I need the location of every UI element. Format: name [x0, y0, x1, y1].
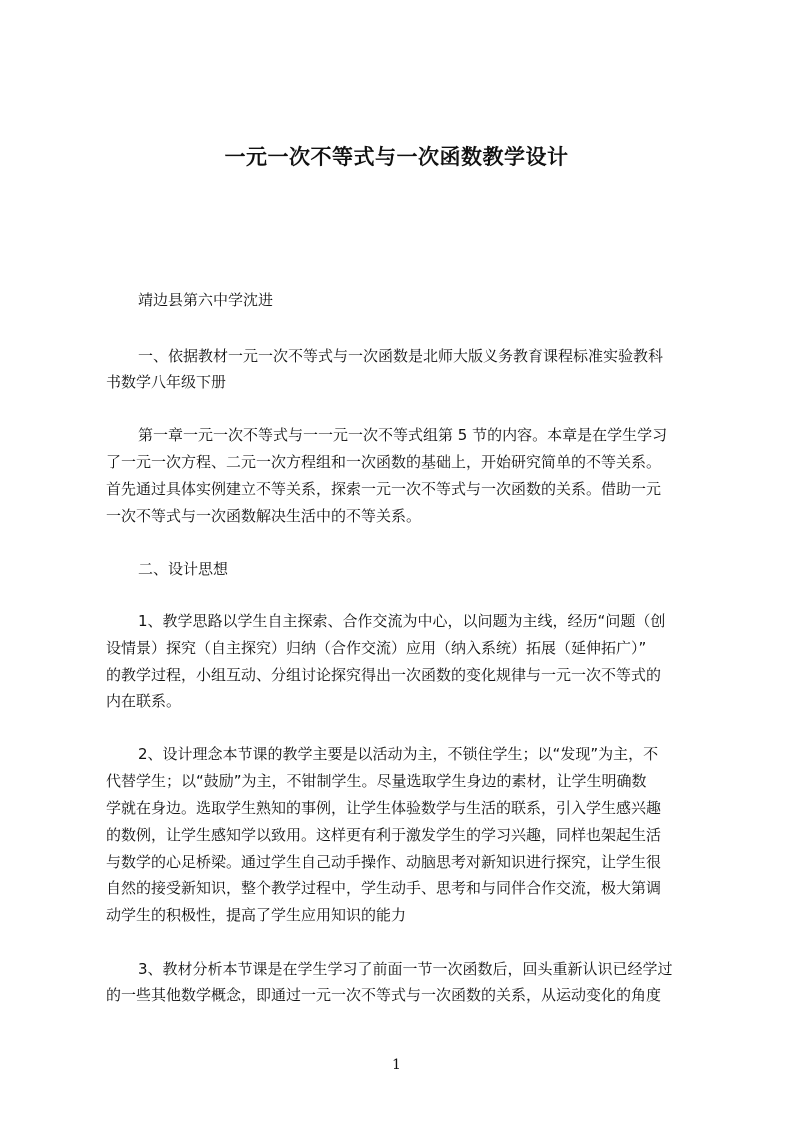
page-number: 1 — [392, 1057, 401, 1073]
paragraph-line: 的数例，让学生感知学以致用。这样更有利于激发学生的学习兴趣，同样也架起生活 — [106, 826, 662, 844]
paragraph-line: 与数学的心足桥梁。通过学生自己动手操作、动脑思考对新知识进行探究，让学生很 — [106, 853, 662, 871]
document-title: 一元一次不等式与一次函数教学设计 — [224, 145, 569, 169]
paragraph-line: 1、教学思路以学生自主探索、合作交流为中心，以问题为主线，经历“问题（创 — [138, 612, 666, 630]
paragraph-line: 第一章一元一次不等式与一一元一次不等式组第 5 节的内容。本章是在学生学习 — [138, 426, 668, 444]
paragraph-line: 动学生的积极性，提高了学生应用知识的能力 — [106, 906, 407, 924]
section-heading: 二、设计思想 — [138, 560, 229, 578]
paragraph-line: 设情景）探究（自主探究）归纳（合作交流）应用（纳入系统）拓展（延伸拓广）” — [106, 639, 647, 657]
paragraph-line: 了一元一次方程、二元一次方程组和一次函数的基础上，开始研究简单的不等关系。 — [106, 453, 662, 471]
paragraph-line: 一、依据教材一元一次不等式与一次函数是北师大版义务教育课程标准实验教科 — [138, 347, 664, 365]
paragraph-line: 自然的接受新知识，整个教学过程中，学生动手、思考和与同伴合作交流，极大第调 — [106, 879, 662, 897]
paragraph-line: 的一些其他数学概念，即通过一元一次不等式与一次函数的关系，从运动变化的角度 — [106, 986, 662, 1004]
paragraph-line: 学就在身边。选取学生熟知的事例，让学生体验数学与生活的联系，引入学生感兴趣 — [106, 799, 662, 817]
paragraph-line: 一次不等式与一次函数解决生活中的不等关系。 — [106, 507, 422, 525]
paragraph-line: 3、教材分析本节课是在学生学习了前面一节一次函数后，回头重新认识已经学过 — [138, 960, 673, 978]
paragraph-line: 代替学生；以“鼓励”为主，不钳制学生。尽量选取学生身边的素材，让学生明确数 — [106, 772, 647, 790]
paragraph-line: 的教学过程，小组互动、分组讨论探究得出一次函数的变化规律与一元一次不等式的 — [106, 666, 662, 684]
author-line: 靖边县第六中学沈进 — [138, 291, 274, 309]
paragraph-line: 首先通过具体实例建立不等关系，探索一元一次不等式与一次函数的关系。借助一元 — [106, 480, 662, 498]
paragraph-line: 2、设计理念本节课的教学主要是以活动为主，不锁住学生；以“发现”为主，不 — [138, 745, 659, 763]
paragraph-line: 内在联系。 — [106, 692, 182, 710]
paragraph-line: 书数学八年级下册 — [106, 373, 227, 391]
